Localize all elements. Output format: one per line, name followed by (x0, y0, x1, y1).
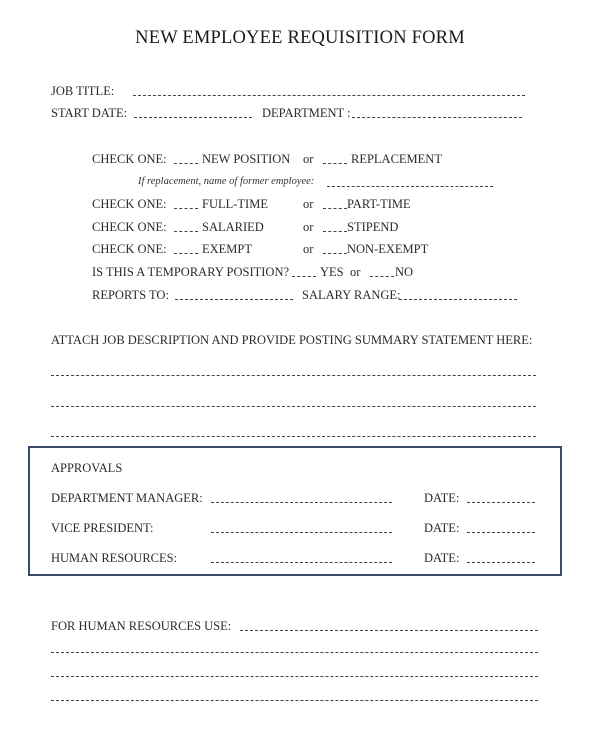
former-employee-label: If replacement, name of former employee: (138, 176, 315, 187)
department-manager-date-field[interactable] (467, 502, 535, 503)
vice-president-signature-field[interactable] (211, 532, 392, 533)
department-label: DEPARTMENT : (262, 106, 351, 120)
human-resources-date-field[interactable] (467, 562, 535, 563)
date-label: DATE: (424, 551, 460, 565)
vice-president-label: VICE PRESIDENT: (51, 521, 154, 535)
new-position-label: NEW POSITION (202, 152, 291, 166)
temporary-label: IS THIS A TEMPORARY POSITION? (92, 265, 290, 279)
check-one-label: CHECK ONE: (92, 242, 167, 256)
check-one-label: CHECK ONE: (92, 197, 167, 211)
salary-range-label: SALARY RANGE: (302, 288, 401, 302)
temporary-yes-checkbox[interactable] (292, 276, 316, 277)
or-text: or (303, 152, 314, 166)
department-field[interactable] (352, 117, 522, 118)
hr-use-field[interactable] (240, 630, 538, 631)
salaried-checkbox[interactable] (174, 231, 198, 232)
part-time-label: PART-TIME (347, 197, 411, 211)
attach-description-label: ATTACH JOB DESCRIPTION AND PROVIDE POSTING SUMMARY STATEMENT HERE: (51, 333, 533, 347)
hr-use-line-2[interactable] (51, 676, 538, 677)
human-resources-label: HUMAN RESOURCES: (51, 551, 178, 565)
description-line-1[interactable] (51, 375, 536, 376)
or-text: or (303, 197, 314, 211)
hr-use-line-3[interactable] (51, 700, 538, 701)
exempt-label: EXEMPT (202, 242, 252, 256)
salaried-label: SALARIED (202, 220, 264, 234)
hr-use-label: FOR HUMAN RESOURCES USE: (51, 619, 232, 633)
reports-to-label: REPORTS TO: (92, 288, 169, 302)
former-employee-field[interactable] (327, 186, 493, 187)
non-exempt-checkbox[interactable] (323, 253, 347, 254)
full-time-label: FULL-TIME (202, 197, 268, 211)
check-one-label: CHECK ONE: (92, 220, 167, 234)
stipend-label: STIPEND (347, 220, 399, 234)
human-resources-signature-field[interactable] (211, 562, 392, 563)
yes-label: YES (320, 265, 344, 279)
start-date-field[interactable] (134, 117, 252, 118)
no-label: NO (395, 265, 414, 279)
vice-president-date-field[interactable] (467, 532, 535, 533)
salary-range-field[interactable] (399, 299, 517, 300)
description-line-3[interactable] (51, 436, 536, 437)
replacement-checkbox[interactable] (323, 163, 347, 164)
department-manager-signature-field[interactable] (211, 502, 392, 503)
replacement-label: REPLACEMENT (351, 152, 442, 166)
or-text: or (303, 242, 314, 256)
exempt-checkbox[interactable] (174, 253, 198, 254)
department-manager-label: DEPARTMENT MANAGER: (51, 491, 203, 505)
hr-use-line-1[interactable] (51, 652, 538, 653)
job-title-field[interactable] (133, 95, 525, 96)
date-label: DATE: (424, 491, 460, 505)
date-label: DATE: (424, 521, 460, 535)
non-exempt-label: NON-EXEMPT (347, 242, 429, 256)
check-one-label: CHECK ONE: (92, 152, 167, 166)
start-date-label: START DATE: (51, 106, 128, 120)
reports-to-field[interactable] (175, 299, 293, 300)
job-title-label: JOB TITLE: (51, 84, 115, 98)
or-text: or (303, 220, 314, 234)
or-text: or (350, 265, 361, 279)
approvals-heading: APPROVALS (51, 461, 123, 475)
stipend-checkbox[interactable] (323, 231, 347, 232)
form-title: NEW EMPLOYEE REQUISITION FORM (135, 28, 465, 48)
part-time-checkbox[interactable] (323, 208, 347, 209)
new-position-checkbox[interactable] (174, 163, 198, 164)
full-time-checkbox[interactable] (174, 208, 198, 209)
temporary-no-checkbox[interactable] (370, 276, 394, 277)
description-line-2[interactable] (51, 406, 536, 407)
